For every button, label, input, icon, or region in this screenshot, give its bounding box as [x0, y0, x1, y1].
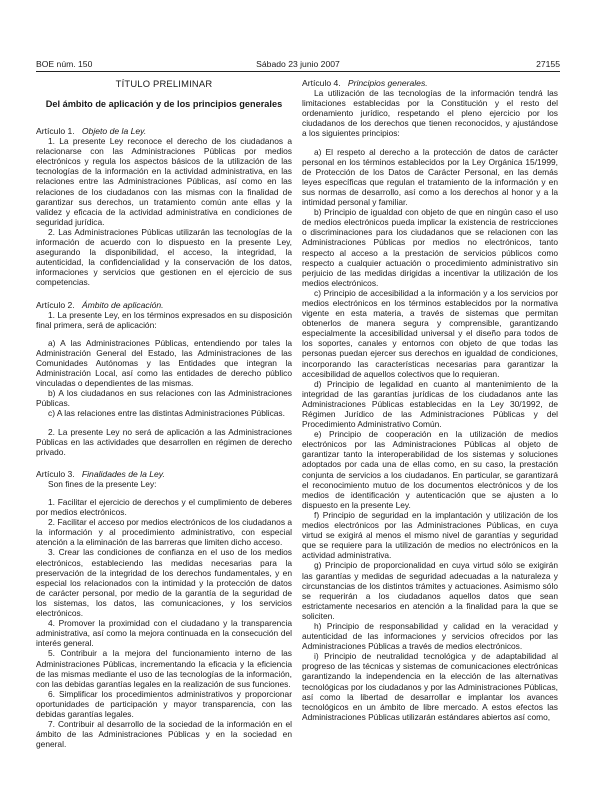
title-heading: TÍTULO PRELIMINAR	[115, 78, 213, 89]
article-2-heading	[36, 300, 292, 310]
page-header	[36, 58, 560, 72]
header-rule	[36, 71, 560, 72]
paragraph: a) A las Administraciones Públicas, entendiendo por tales la Administración General del Estado, las Administraciones de las Comunidades Autónomas y las Entidades que integran la Administración Local, así como las entidades de derecho público vinculadas o dependientes de las mismas.	[36, 337, 292, 389]
article-label: Artículo 1.	[36, 126, 75, 136]
header-issue: BOE núm. 150	[36, 59, 93, 69]
article-4-heading	[302, 78, 558, 88]
paragraph: La utilización de las tecnologías de la información tendrá las limitaciones establecidas por la Constitución y el resto del ordenamiento jurídico, respetando el pleno ejercicio por los ciudadanos de los derechos que tienen reconocidos, y ajustándose a los siguientes principios:	[302, 88, 558, 139]
left-column	[36, 78, 292, 749]
article-label: Artículo 3.	[36, 468, 75, 479]
right-column	[302, 78, 558, 722]
paragraph: h) Principio de responsabilidad y calidad en la veracidad y autenticidad de las informaciones y servicios ofrecidos por las Administraciones Públicas a través de medios electrónicos.	[302, 620, 558, 652]
paragraph: 3. Crear las condiciones de confianza en el uso de los medios electrónicos, estableciendo las medidas necesarias para la preservación de la integridad de los derechos fundamentales, y en especial los relacionados con la intimidad y la protección de datos de carácter personal, por medio de la garantía de la seguridad de los sistemas, los datos, las comunicaciones, y los servicios electrónicos.	[36, 547, 292, 619]
article-title: Objeto de la Ley.	[81, 126, 147, 136]
paragraph: 2. Las Administraciones Públicas utilizarán las tecnologías de la información de acuerdo con lo dispuesto en la presente Ley, asegurando la disponibilidad, el acceso, la integridad, la autenticidad, la confidencialidad y la conservación de los datos, informaciones y servicios que gestionen en el ejercicio de sus competencias.	[36, 226, 292, 288]
paragraph: g) Principio de proporcionalidad en cuya virtud sólo se exigirán las garantías y medidas de seguridad adecuadas a la naturaleza y circunstancias de los distintos trámites y actuaciones. Asimismo sólo se requerirán a los ciudadanos aquellos datos que sean estrictamente necesarios en atención a la finalidad para la que se soliciten.	[302, 560, 558, 621]
article-title: Principios generales.	[347, 78, 428, 88]
paragraph: 2. La presente Ley no será de aplicación a las Administraciones Públicas en las actividades que desarrollen en régimen de derecho privado.	[36, 426, 292, 457]
article-label: Artículo 2.	[36, 299, 75, 310]
paragraph: c) A las relaciones entre las distintas Administraciones Públicas.	[48, 408, 285, 419]
header-date: Sábado 23 junio 2007	[256, 59, 340, 69]
paragraph: a) El respeto al derecho a la protección de datos de carácter personal en los términos establecidos por la Ley Orgánica 15/1999, de Protección de los Datos de Carácter Personal, en las demás leyes específicas que regulan el tratamiento de la información y en sus normas de desarrollo, así como a los derechos al honor y a la intimidad personal y familiar.	[302, 146, 558, 208]
paragraph: Son fines de la presente Ley:	[48, 478, 157, 489]
paragraph: i) Principio de neutralidad tecnológica y de adaptabilidad al progreso de las técnicas y sistemas de comunicaciones electrónicas garantizando la independencia en la elección de las alternativas tecnológicas por los ciudadanos y por las Administraciones Públicas, así como la libertad de desarrollar e implantar los avances tecnológicos en un ámbito de libre mercado. A estos efectos las Administraciones Públicas utilizarán estándares abiertos así como,	[302, 651, 558, 722]
paragraph: f) Principio de seguridad en la implantación y utilización de los medios electrónicos por las Administraciones Públicas, en cuya virtud se exigirá al menos el mismo nivel de garantías y seguridad que se requiere para la utilización de medios no electrónicos en la actividad administrativa.	[302, 509, 558, 561]
paragraph: d) Principio de legalidad en cuanto al mantenimiento de la integridad de las garantías jurídicas de los ciudadanos ante las Administraciones Públicas establecidas en la Ley 30/1992, de Régimen Jurídico de las Administraciones Públicas y del Procedimiento Administrativo Común.	[302, 378, 558, 430]
article-1-heading	[36, 126, 292, 136]
paragraph: e) Principio de cooperación en la utilización de medios electrónicos por las Administraciones Públicas al objeto de garantizar tanto la interoperabilidad de los sistemas y soluciones adoptados por cada una de ellas como, en su caso, la prestación conjunta de servicios a los ciudadanos. En particular, se garantizará el reconocimiento mutuo de los documentos electrónicos y de los medios de identificación y autenticación que se ajusten a lo dispuesto en la presente Ley.	[302, 429, 558, 510]
section-subtitle: Del ámbito de aplicación y de los principios generales	[45, 99, 283, 109]
paragraph: c) Principio de accesibilidad a la información y a los servicios por medios electrónicos en los términos establecidos por la normativa vigente en esta materia, a través de sistemas que permitan obtenerlos de manera segura y comprensible, garantizando especialmente la accesibilidad universal y el diseño para todos de los soportes, canales y entornos con objeto de que todas las personas puedan ejercer sus derechos en igualdad de condiciones, incorporando las características necesarias para garantizar la accesibilidad de aquellos colectivos que lo requieran.	[302, 287, 558, 379]
paragraph: 6. Simplificar los procedimientos administrativos y proporcionar oportunidades de participación y mayor transparencia, con las debidas garantías legales.	[36, 688, 292, 719]
paragraph: 1. La presente Ley, en los términos expresados en su disposición final primera, será de aplicación:	[36, 309, 292, 330]
article-title: Ámbito de aplicación.	[81, 299, 164, 310]
paragraph: 2. Facilitar el acceso por medios electrónicos de los ciudadanos a la información y al procedimiento administrativo, con especial atención a la eliminación de las barreras que limiten dicho acceso.	[36, 517, 292, 548]
article-title: Finalidades de la Ley.	[81, 468, 165, 479]
paragraph: 1. La presente Ley reconoce el derecho de los ciudadanos a relacionarse con las Administraciones Públicas por medios electrónicos y regula los aspectos básicos de la utilización de las tecnologías de la información en la actividad administrativa, en las relaciones entre las Administraciones Públicas, así como en las relaciones de los ciudadanos con las mismas con la finalidad de garantizar sus derechos, un tratamiento común ante ellas y la validez y eficacia de la actividad administrativa en condiciones de seguridad jurídica.	[36, 136, 292, 227]
paragraph: 5. Contribuir a la mejora del funcionamiento interno de las Administraciones Públicas, incrementando la eficacia y la eficiencia de las mismas mediante el uso de las tecnologías de la información, con las debidas garantías legales en la realización de sus funciones.	[36, 648, 292, 689]
paragraph: 7. Contribuir al desarrollo de la sociedad de la información en el ámbito de las Administraciones Públicas y en la sociedad en general.	[36, 719, 292, 750]
paragraph: b) A los ciudadanos en sus relaciones con las Administraciones Públicas.	[36, 388, 292, 409]
article-3-heading	[36, 469, 292, 479]
paragraph: 1. Facilitar el ejercicio de derechos y el cumplimiento de deberes por medios electrónicos.	[36, 497, 292, 518]
paragraph: 4. Promover la proximidad con el ciudadano y la transparencia administrativa, así como la mejora continuada en la consecución del interés general.	[36, 618, 292, 649]
article-label: Artículo 4.	[302, 78, 341, 88]
header-page-number: 27155	[536, 59, 560, 69]
paragraph: b) Principio de igualdad con objeto de que en ningún caso el uso de medios electrónicos pueda implicar la existencia de restricciones o discriminaciones para los ciudadanos que se relacionen con las Administraciones Públicas por medios no electrónicos, tanto respecto al acceso a la prestación de servicios públicos como respecto a cualquier actuación o procedimiento administrativo sin perjuicio de las medidas dirigidas a incentivar la utilización de los medios electrónicos.	[302, 207, 558, 288]
